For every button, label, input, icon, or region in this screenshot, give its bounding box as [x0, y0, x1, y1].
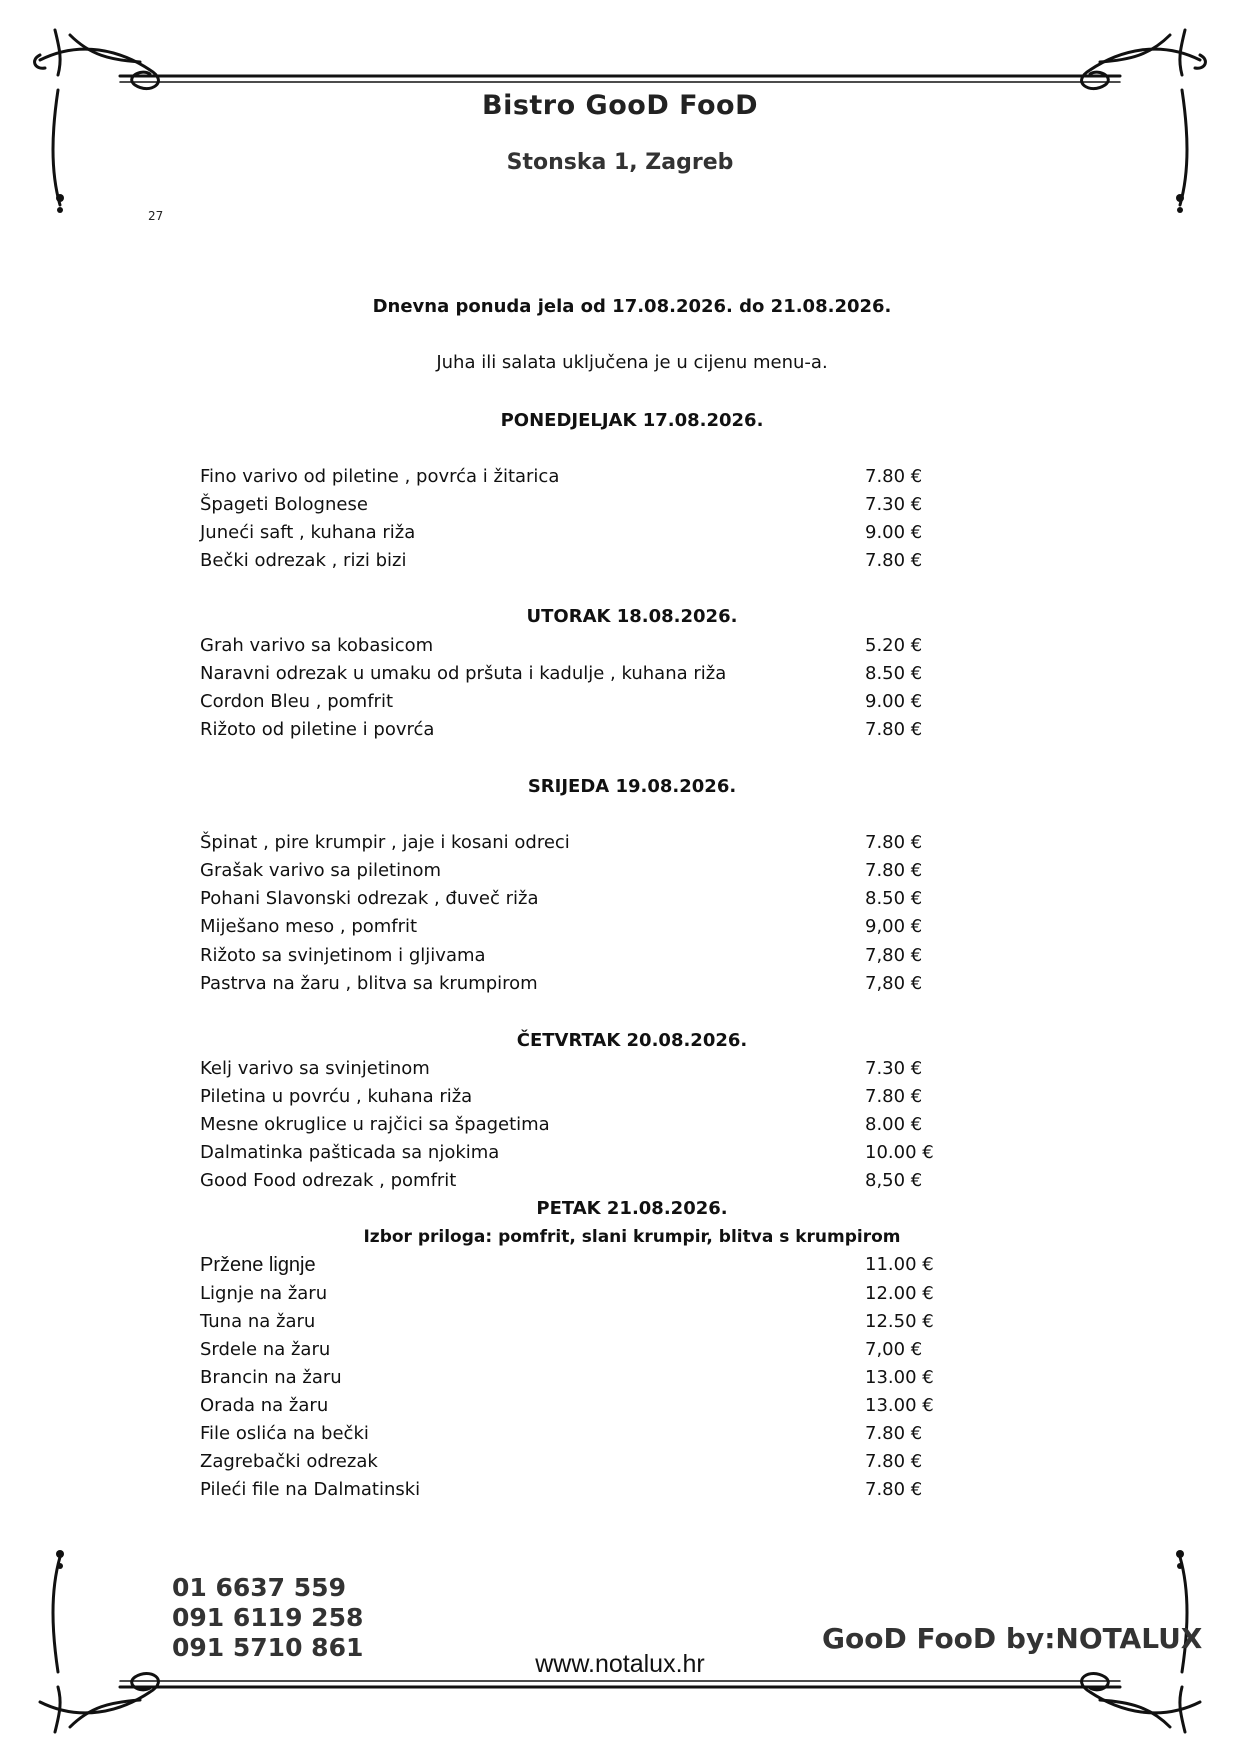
day-title-thursday: ČETVRTAK 20.08.2026. — [516, 1030, 748, 1051]
menu-item-name: Rižoto od piletine i povrća — [200, 719, 435, 740]
menu-item-price: 8.00 € — [865, 1114, 923, 1135]
menu-note: Juha ili salata uključena je u cijenu menu-a. — [436, 352, 828, 373]
menu-item-price: 7.80 € — [865, 1086, 923, 1107]
restaurant-address: Stonska 1, Zagreb — [506, 150, 734, 175]
menu-item-name: Zagrebački odrezak — [200, 1451, 378, 1472]
menu-item-price: 7.80 € — [865, 832, 923, 853]
menu-item-name: Grah varivo sa kobasicom — [200, 635, 434, 656]
day-title-friday: PETAK 21.08.2026. — [536, 1198, 728, 1219]
menu-item-price: 7.30 € — [865, 494, 923, 515]
day-title-monday: PONEDJELJAK 17.08.2026. — [500, 410, 764, 431]
menu-item-name: Juneći saft , kuhana riža — [200, 522, 416, 543]
menu-item-price: 12.50 € — [865, 1311, 934, 1332]
menu-item-price: 5.20 € — [865, 635, 923, 656]
menu-item-name: Grašak varivo sa piletinom — [200, 860, 442, 881]
menu-item-price: 8.50 € — [865, 663, 923, 684]
menu-item-name: Piletina u povrću , kuhana riža — [200, 1086, 473, 1107]
menu-item-name: Tuna na žaru — [200, 1311, 316, 1332]
menu-item-name: Špinat , pire krumpir , jaje i kosani odreci — [200, 832, 570, 853]
phone-number: 01 6637 559 — [172, 1573, 346, 1602]
menu-item-price: 8.50 € — [865, 888, 923, 909]
menu-item-price: 7,80 € — [865, 973, 923, 994]
menu-item-price: 9,00 € — [865, 916, 923, 937]
menu-item-name: File oslića na bečki — [200, 1423, 369, 1444]
menu-item-name: Good Food odrezak , pomfrit — [200, 1170, 457, 1191]
menu-item-price: 7.80 € — [865, 466, 923, 487]
restaurant-title: Bistro GooD FooD — [481, 90, 758, 121]
day-title-tuesday: UTORAK 18.08.2026. — [526, 606, 738, 627]
menu-item-price: 11.00 € — [865, 1254, 934, 1275]
menu-item-name: Miješano meso , pomfrit — [200, 916, 418, 937]
menu-item-price: 7.80 € — [865, 860, 923, 881]
menu-item-price: 13.00 € — [865, 1367, 934, 1388]
day-subtitle-friday: Izbor priloga: pomfrit, slani krumpir, blitva s krumpirom — [363, 1227, 901, 1247]
menu-item-price: 7.80 € — [865, 550, 923, 571]
menu-item-name: Rižoto sa svinjetinom i gljivama — [200, 945, 486, 966]
menu-item-name: Cordon Bleu , pomfrit — [200, 691, 393, 712]
menu-item-name: Orada na žaru — [200, 1395, 329, 1416]
menu-item-price: 7.80 € — [865, 1423, 923, 1444]
website-link[interactable]: www.notalux.hr — [535, 1650, 705, 1678]
menu-item-name: Kelj varivo sa svinjetinom — [200, 1058, 430, 1079]
menu-item-name: Srdele na žaru — [200, 1339, 331, 1360]
menu-item-price: 7.30 € — [865, 1058, 923, 1079]
phone-number: 091 5710 861 — [172, 1633, 364, 1662]
menu-item-price: 7.80 € — [865, 719, 923, 740]
menu-item-name: Naravni odrezak u umaku od pršuta i kadulje , kuhana riža — [200, 663, 727, 684]
menu-item-price: 8,50 € — [865, 1170, 923, 1191]
menu-heading: Dnevna ponuda jela od 17.08.2026. do 21.08.2026. — [372, 296, 892, 317]
menu-item-price: 7,00 € — [865, 1339, 923, 1360]
menu-item-name: Lignje na žaru — [200, 1283, 328, 1304]
menu-item-name: Fino varivo od piletine , povrća i žitarica — [200, 466, 560, 487]
menu-item-name: Pržene lignje — [200, 1254, 316, 1276]
menu-item-price: 7,80 € — [865, 945, 923, 966]
menu-item-price: 12.00 € — [865, 1283, 934, 1304]
menu-item-price: 7.80 € — [865, 1479, 923, 1500]
menu-item-name: Mesne okruglice u rajčici sa špagetima — [200, 1114, 550, 1135]
menu-item-price: 7.80 € — [865, 1451, 923, 1472]
menu-item-name: Bečki odrezak , rizi bizi — [200, 550, 407, 571]
menu-item-name: Pileći file na Dalmatinski — [200, 1479, 421, 1500]
menu-item-name: Brancin na žaru — [200, 1367, 342, 1388]
phone-number: 091 6119 258 — [172, 1603, 364, 1632]
brand-logo-text: GooD FooD by:NOTALUX — [822, 1622, 1203, 1655]
menu-item-name: Pastrva na žaru , blitva sa krumpirom — [200, 973, 538, 994]
menu-item-price: 13.00 € — [865, 1395, 934, 1416]
menu-item-name: Dalmatinka pašticada sa njokima — [200, 1142, 500, 1163]
menu-item-price: 9.00 € — [865, 691, 923, 712]
menu-item-name: Pohani Slavonski odrezak , đuveč riža — [200, 888, 539, 909]
menu-item-price: 10.00 € — [865, 1142, 934, 1163]
menu-item-price: 9.00 € — [865, 522, 923, 543]
day-title-wednesday: SRIJEDA 19.08.2026. — [527, 776, 737, 797]
page-number: 27 — [148, 209, 164, 223]
menu-item-name: Špageti Bolognese — [200, 494, 368, 515]
